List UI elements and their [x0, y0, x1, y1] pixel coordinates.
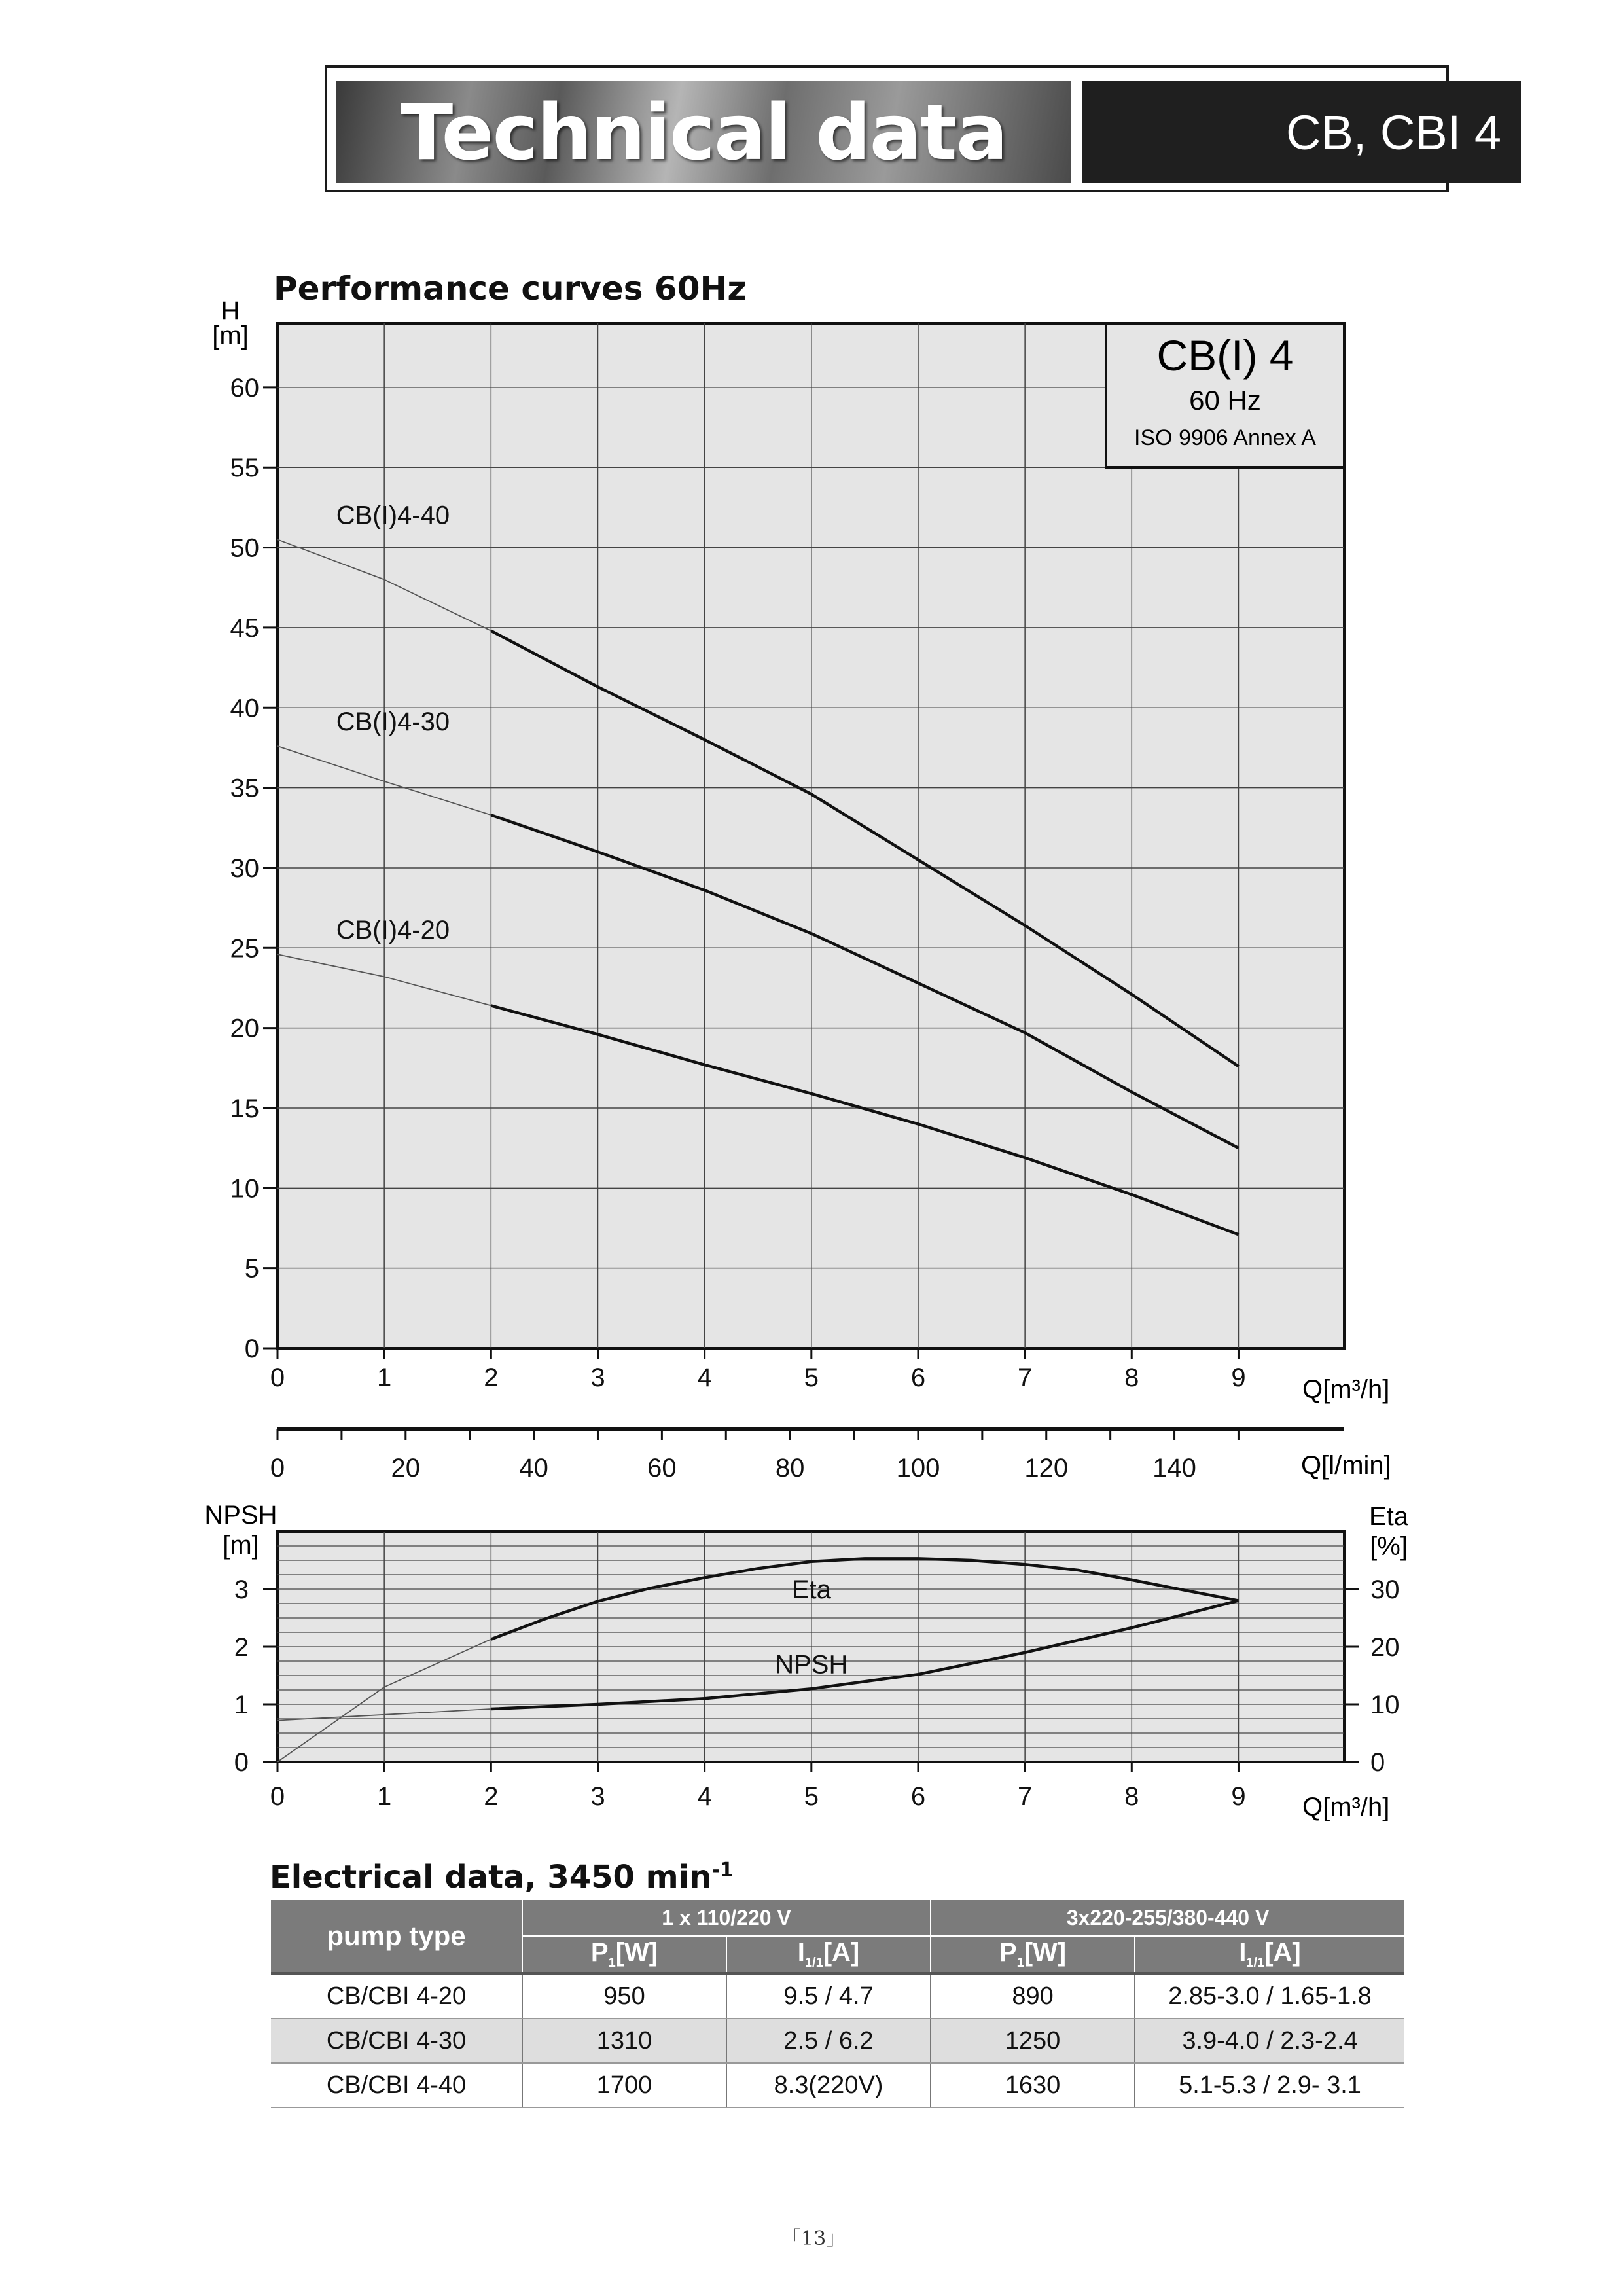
electrical-title-sup: -1: [711, 1859, 734, 1882]
table-row: [271, 1973, 1404, 2018]
cell-p1-single: 950: [522, 1973, 726, 2018]
series-label: NPSH: [775, 1650, 848, 1679]
performance-plot-area: [277, 323, 1344, 1348]
electrical-heading: [270, 1859, 734, 1895]
cell-pump-type: CB/CBI 4-40: [271, 2063, 522, 2108]
x-tick-label: 5: [804, 1782, 819, 1811]
cell-p1-single: 1700: [522, 2063, 726, 2108]
x-axis-label-m3h-bottom: Q[m³/h]: [1302, 1793, 1390, 1821]
flow-lmin-axis: [270, 1429, 1391, 1482]
header-pump-type: pump type: [271, 1900, 522, 1973]
cell-p1-single: 1310: [522, 2018, 726, 2063]
legend-box: [1106, 323, 1344, 467]
y2-tick-label: 0: [1370, 1748, 1385, 1777]
x-axis-label-lmin: Q[l/min]: [1301, 1451, 1391, 1480]
p1-symbol: P: [999, 1938, 1017, 1967]
legend-box-frequency: 60 Hz: [1189, 385, 1261, 416]
model-label: CB, CBI 4: [1286, 105, 1501, 160]
electrical-data-table: [271, 1900, 1404, 2108]
x-tick-label: 4: [697, 1363, 712, 1392]
x-tick-label: 7: [1018, 1363, 1033, 1392]
electrical-title: Electrical data, 3450 min: [270, 1859, 712, 1895]
lmin-tick-label: 20: [391, 1454, 421, 1482]
header-i-three: [1135, 1936, 1404, 1973]
lmin-tick-label: 140: [1152, 1454, 1196, 1482]
y2-tick-label: 20: [1370, 1633, 1400, 1662]
y-axis-unit-h: [m]: [212, 321, 249, 350]
x-tick-label: 6: [910, 1363, 926, 1392]
i-unit: [A]: [1264, 1938, 1301, 1967]
y-tick-label: 40: [230, 694, 259, 723]
legend-box-standard: ISO 9906 Annex A: [1134, 425, 1316, 450]
x-tick-label: 9: [1231, 1363, 1246, 1392]
header-p1-single: [522, 1936, 726, 1973]
x-tick-label: 8: [1124, 1363, 1139, 1392]
header-i-single: [726, 1936, 931, 1973]
p1-subscript: 1: [608, 1956, 616, 1970]
y-tick-label: 20: [230, 1014, 259, 1043]
x-tick-label: 1: [377, 1363, 392, 1392]
cell-pump-type: CB/CBI 4-30: [271, 2018, 522, 2063]
lmin-tick-label: 100: [896, 1454, 940, 1482]
y-tick-label: 2: [234, 1633, 249, 1662]
x-tick-label: 7: [1018, 1782, 1033, 1811]
x-tick-label: 2: [484, 1363, 499, 1392]
cell-i-three: 2.85-3.0 / 1.65-1.8: [1135, 1973, 1404, 2018]
x-tick-label: 0: [270, 1363, 285, 1392]
npsh-eta-chart: [204, 1501, 1408, 1821]
y2-axis-unit-eta: [%]: [1370, 1532, 1408, 1561]
x-tick-label: 0: [270, 1782, 285, 1811]
legend-box-model: CB(I) 4: [1156, 331, 1294, 380]
i-subscript: 1/1: [1246, 1956, 1265, 1970]
x-tick-label: 9: [1231, 1782, 1246, 1811]
p1-symbol: P: [590, 1938, 609, 1967]
performance-chart: [212, 270, 1389, 1404]
y2-tick-label: 30: [1370, 1575, 1400, 1604]
cell-i-single: 8.3(220V): [726, 2063, 931, 2108]
x-tick-label: 2: [484, 1782, 499, 1811]
y-axis-label-npsh: NPSH: [204, 1501, 277, 1530]
cell-i-single: 2.5 / 6.2: [726, 2018, 931, 2063]
y2-tick-label: 10: [1370, 1691, 1400, 1719]
lmin-tick-label: 120: [1024, 1454, 1069, 1482]
y-tick-label: 5: [244, 1254, 259, 1283]
y-axis-unit-npsh: [m]: [223, 1531, 259, 1560]
header-single-phase: 1 x 110/220 V: [522, 1900, 931, 1936]
chart-title: Performance curves 60Hz: [274, 270, 747, 308]
y2-axis-label-eta: Eta: [1368, 1502, 1409, 1531]
cell-p1-three: 1250: [931, 2018, 1135, 2063]
cell-i-single: 9.5 / 4.7: [726, 1973, 931, 2018]
x-tick-label: 6: [910, 1782, 926, 1811]
series-label: Eta: [791, 1575, 831, 1604]
page-number: 「13」: [781, 2227, 846, 2250]
p1-unit: [W]: [1024, 1938, 1067, 1967]
x-tick-label: 3: [590, 1782, 605, 1811]
i-subscript: 1/1: [804, 1956, 823, 1970]
lmin-tick-label: 40: [519, 1454, 548, 1482]
y-tick-label: 0: [244, 1335, 259, 1363]
x-tick-label: 4: [697, 1782, 712, 1811]
p1-subscript: 1: [1016, 1956, 1024, 1970]
y-tick-label: 1: [234, 1691, 249, 1719]
cell-i-three: 5.1-5.3 / 2.9- 3.1: [1135, 2063, 1404, 2108]
header-three-phase: 3x220-255/380-440 V: [931, 1900, 1404, 1936]
x-tick-label: 8: [1124, 1782, 1139, 1811]
series-label: CB(I)4-20: [336, 916, 450, 945]
y-tick-label: 60: [230, 373, 259, 403]
i-symbol: I: [797, 1938, 805, 1967]
y-tick-label: 3: [234, 1575, 249, 1604]
i-unit: [A]: [823, 1938, 860, 1967]
series-label: CB(I)4-30: [336, 707, 450, 736]
y-tick-label: 25: [230, 934, 259, 963]
x-tick-label: 1: [377, 1782, 392, 1811]
y-tick-label: 35: [230, 774, 259, 803]
header-p1-three: [931, 1936, 1135, 1973]
x-tick-label: 3: [590, 1363, 605, 1392]
y-axis-label-h: H: [221, 296, 240, 325]
page-title: Technical data: [400, 87, 1007, 177]
x-tick-label: 5: [804, 1363, 819, 1392]
y-tick-label: 55: [230, 454, 259, 483]
cell-i-three: 3.9-4.0 / 2.3-2.4: [1135, 2018, 1404, 2063]
cell-p1-three: 1630: [931, 2063, 1135, 2108]
i-symbol: I: [1239, 1938, 1247, 1967]
lmin-tick-label: 0: [270, 1454, 285, 1482]
cell-pump-type: CB/CBI 4-20: [271, 1973, 522, 2018]
lmin-tick-label: 60: [647, 1454, 677, 1482]
cell-p1-three: 890: [931, 1973, 1135, 2018]
series-label: CB(I)4-40: [336, 501, 450, 530]
y-tick-label: 45: [230, 613, 259, 643]
lmin-ticks: [270, 1429, 1239, 1482]
y-tick-label: 0: [234, 1748, 249, 1777]
y-tick-label: 50: [230, 533, 259, 563]
x-axis-label-m3h: Q[m³/h]: [1302, 1375, 1390, 1404]
p1-unit: [W]: [615, 1938, 658, 1967]
y-tick-label: 30: [230, 853, 259, 883]
y-tick-label: 10: [230, 1174, 259, 1204]
table-row: [271, 2063, 1404, 2108]
y-tick-label: 15: [230, 1094, 259, 1123]
lmin-tick-label: 80: [775, 1454, 805, 1482]
table-row: [271, 2018, 1404, 2063]
